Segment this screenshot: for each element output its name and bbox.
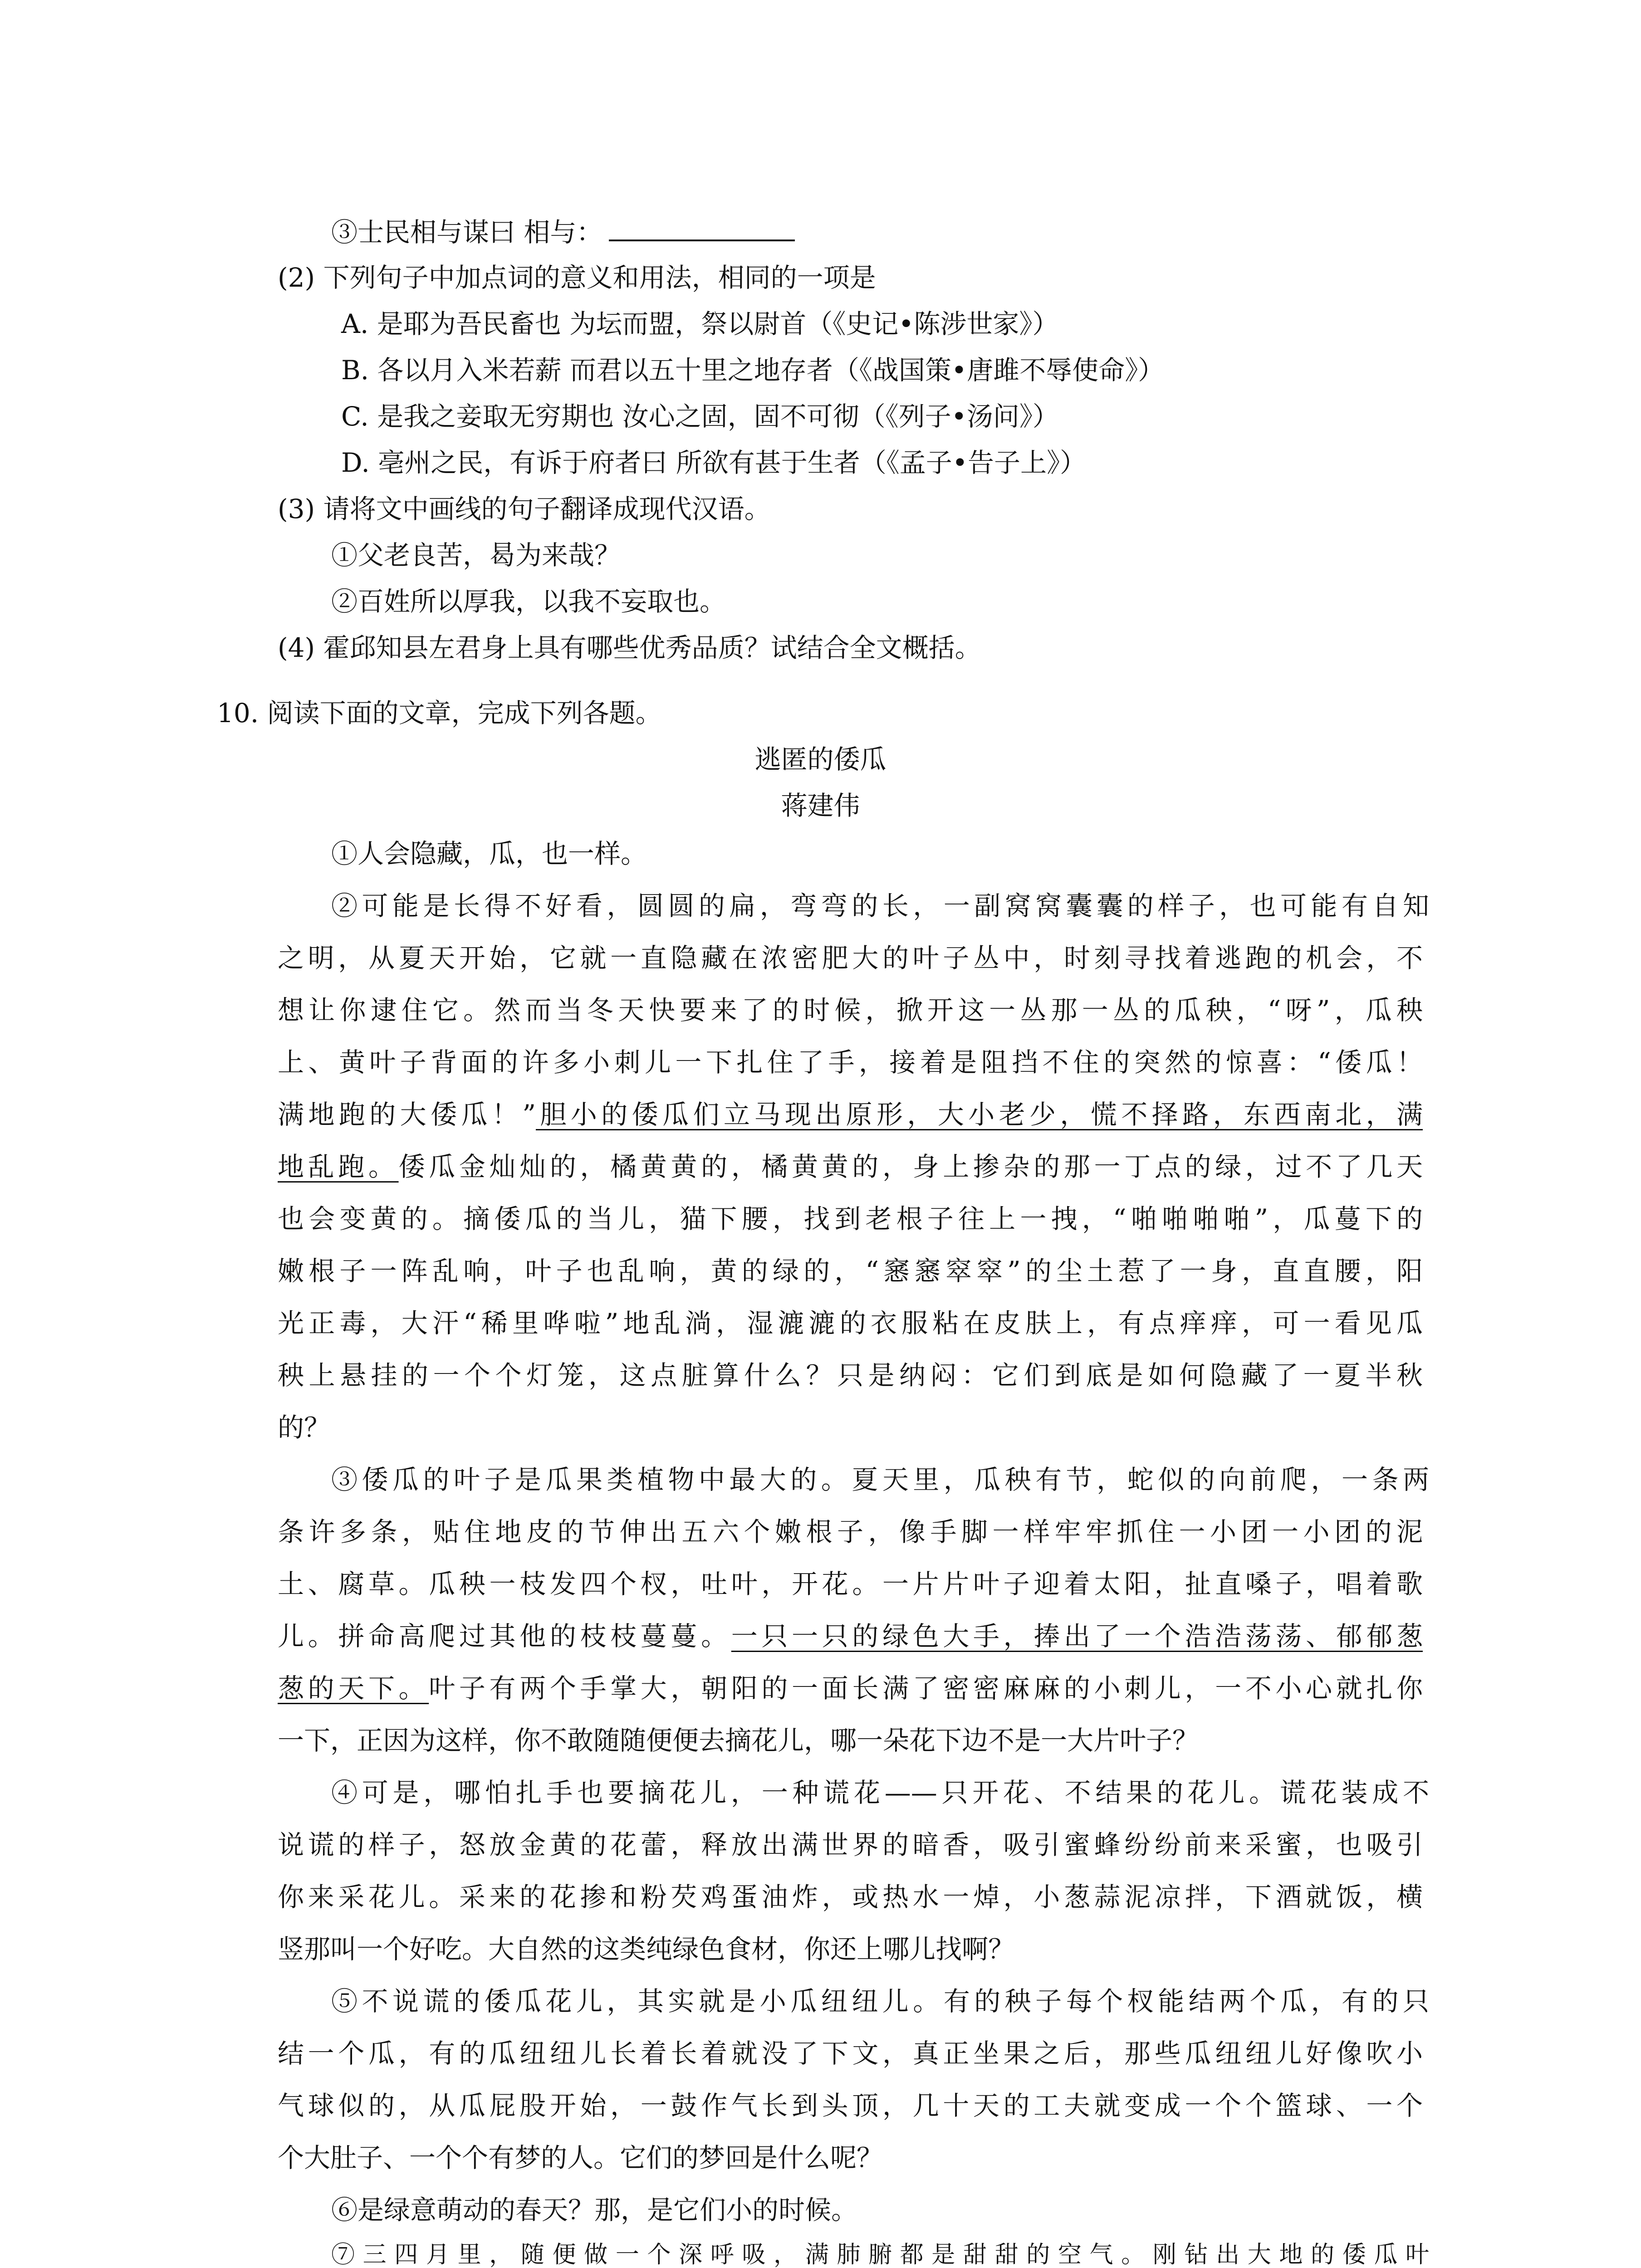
q9-sub4-stem: (4) 霍邱知县左君身上具有哪些优秀品质？试结合全文概括。 [278,632,981,663]
paragraph-3-line: ③倭瓜的叶子是瓜果类植物中最大的。夏天里，瓜秧有节，蛇似的向前爬，一条两 [331,1464,1429,1495]
q9-option-a: A. 是耶为吾民畜也 为坛而盟，祭以尉首（《史记•陈涉世家》） [341,308,1059,339]
text-span: 满地跑的大倭瓜！” [278,1099,536,1130]
paragraph-5-line: 个大肚子、一个个有梦的人。它们的梦回是什么呢？ [278,2142,883,2173]
paragraph-3-line: 土、腐草。瓜秧一枝发四个杈，吐叶，开花。一片片叶子迎着太阳，扯直嗓子，唱着歌 [278,1569,1423,1599]
paragraph-2-line [278,1101,1423,1128]
paragraph-2-line: 想让你逮住它。然而当冬天快要来了的时候，掀开这一丛那一丛的瓜秧，“呀”，瓜秧 [278,995,1423,1026]
q10-stem: 10. 阅读下面的文章，完成下列各题。 [217,698,662,728]
paragraph-1: ①人会隐藏，瓜，也一样。 [331,838,647,869]
q9-option-d: D. 亳州之民，有诉于府者曰 所欲有甚于生者（《孟子•告子上》） [341,447,1086,478]
q9-option-b: B. 各以月入米若薪 而君以五十里之地存者（《战国策•唐雎不辱使命》） [341,355,1165,386]
paragraph-5-line: ⑤不说谎的倭瓜花儿，其实就是小瓜纽纽儿。有的秧子每个杈能结两个瓜，有的只 [331,1986,1429,2017]
paragraph-2-line: 上、黄叶子背面的许多小刺儿一下扎住了手，接着是阻挡不住的突然的惊喜：“倭瓜！ [278,1047,1423,1078]
underlined-sentence: 胆小的倭瓜们立马现出原形，大小老少，慌不择路，东西南北，满 [535,1099,1423,1130]
q9-sub1-item3 [331,217,795,248]
paragraph-2-line: 秧上悬挂的一个个灯笼，这点脏算什么？只是纳闷：它们到底是如何隐藏了一夏半秋 [278,1360,1423,1391]
paragraph-2-line [278,1151,1423,1182]
q9-sub1-item3-label: ③士民相与谋曰 相与： [331,217,603,248]
underlined-sentence: 葱的天下。 [278,1673,429,1704]
q9-option-c: C. 是我之妾取无穷期也 汝心之固，固不可彻（《列子•汤问》） [341,401,1059,432]
paragraph-5-line: 结一个瓜，有的瓜纽纽儿长着长着就没了下文，真正坐果之后，那些瓜纽纽儿好像吹小 [278,2038,1423,2069]
q9-sub3-item2: ②百姓所以厚我，以我不妄取也。 [331,586,726,617]
paragraph-5-line: 气球似的，从瓜屁股开始，一鼓作气长到头顶，几十天的工夫就变成一个个篮球、一个 [278,2090,1423,2121]
paragraph-4-line: 你来采花儿。采来的花掺和粉芡鸡蛋油炸，或热水一焯，小葱蒜泥凉拌，下酒就饭，横 [278,1882,1423,1912]
article-author: 蒋建伟 [781,790,860,821]
text-span: 倭瓜金灿灿的，橘黄黄的，橘黄黄的，身上掺杂的那一丁点的绿，过不了几天 [398,1151,1423,1182]
paragraph-6: ⑥是绿意萌动的春天？那，是它们小的时候。 [331,2195,858,2225]
paragraph-2-line: 之明，从夏天开始，它就一直隐藏在浓密肥大的叶子丛中，时刻寻找着逃跑的机会，不 [278,943,1423,973]
paragraph-3-line [278,1673,1423,1704]
paragraph-2-line: 也会变黄的。摘倭瓜的当儿，猫下腰，找到老根子往上一拽，“啪啪啪啪”，瓜蔓下的 [278,1203,1423,1234]
paragraph-2-line: 光正毒，大汗“稀里哗啦”地乱淌，湿漉漉的衣服粘在皮肤上，有点痒痒，可一看见瓜 [278,1308,1423,1339]
q9-sub3-stem: (3) 请将文中画线的句子翻译成现代汉语。 [278,494,771,524]
paragraph-2-line: 嫩根子一阵乱响，叶子也乱响，黄的绿的，“窸窸窣窣”的尘土惹了一身，直直腰，阳 [278,1256,1423,1286]
paragraph-4-line: 竖那叫一个好吃。大自然的这类纯绿色食材，你还上哪儿找啊？ [278,1934,1015,1965]
text-span: 叶子有两个手掌大，朝阳的一面长满了密密麻麻的小刺儿，一不小心就扎你 [429,1673,1423,1704]
paragraph-4-line: 说谎的样子，怒放金黄的花蕾，释放出满世界的暗香，吸引蜜蜂纷纷前来采蜜，也吸引 [278,1829,1423,1860]
paragraph-3-line: 一下，正因为这样，你不敢随随便便去摘花儿，哪一朵花下边不是一大片叶子？ [278,1725,1199,1756]
paragraph-2-line: 的？ [278,1412,331,1443]
underlined-sentence: 地乱跑。 [278,1151,399,1182]
q9-sub3-item1: ①父老良苦，曷为来哉？ [331,540,621,571]
answer-blank[interactable] [609,236,795,241]
underlined-sentence: 一只一只的绿色大手，捧出了一个浩浩荡荡、郁郁葱 [731,1621,1423,1652]
q9-sub2-stem: (2) 下列句子中加点词的意义和用法，相同的一项是 [278,262,876,293]
paragraph-4-line: ④可是，哪怕扎手也要摘花儿，一种谎花——只开花、不结果的花儿。谎花装成不 [331,1777,1429,1808]
paragraph-7-line: ⑦三四月里，随便做一个深呼吸，满肺腑都是甜甜的空气。刚钻出大地的倭瓜叶 [331,2241,1429,2268]
text-span: 儿。拼命高爬过其他的枝枝蔓蔓。 [278,1621,731,1652]
paragraph-3-line [278,1621,1423,1652]
paragraph-2-line: ②可能是长得不好看，圆圆的扁，弯弯的长，一副窝窝囊囊的样子，也可能有自知 [331,890,1429,921]
paragraph-3-line: 条许多条，贴住地皮的节伸出五六个嫩根子，像手脚一样牢牢抓住一小团一小团的泥 [278,1516,1423,1547]
article-title: 逃匿的倭瓜 [754,744,887,775]
